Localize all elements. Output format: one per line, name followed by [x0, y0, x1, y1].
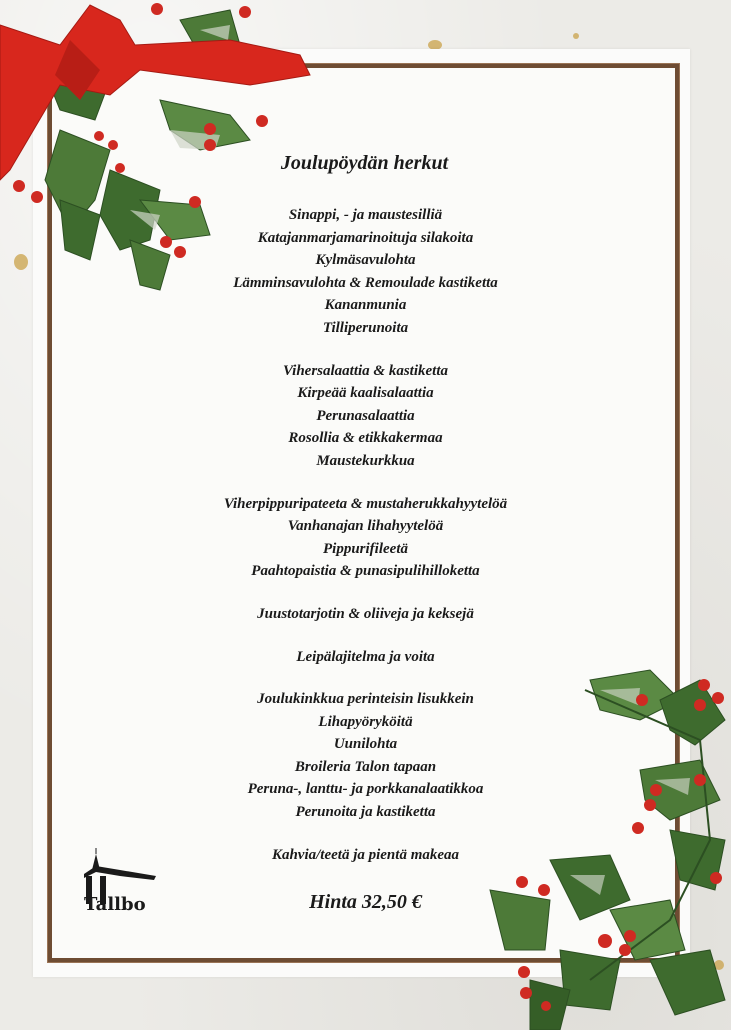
menu-item: Vihersalaattia & kastiketta: [282, 362, 449, 379]
menu-item: Vanhanajan lihahyytelöä: [287, 518, 444, 535]
menu-item: Katajanmarjamarinoituja silakoita: [257, 229, 474, 246]
menu-item: Perunoita ja kastiketta: [295, 804, 436, 821]
menu-section: [0, 493, 731, 583]
tallbo-building-logo: [80, 848, 158, 916]
menu-title: Joulupöydän herkut: [280, 152, 449, 174]
menu-item: Viherpippuripateeta & mustaherukkahyytelöä: [223, 495, 508, 512]
menu-item: Kirpeää kaalisalaattia: [297, 385, 434, 402]
menu-section: [0, 360, 731, 473]
menu-item: Lihapyöryköitä: [318, 713, 413, 730]
menu-item: Leipälajitelma ja voita: [296, 648, 435, 665]
menu-item: Sinappi, - ja maustesilliä: [288, 207, 443, 223]
menu-item: Rosollia & etikkakermaa: [288, 430, 443, 447]
menu-item: Juustotarjotin & oliiveja ja keksejä: [257, 605, 474, 622]
menu-item: Joulukinkkua perinteisin lisukkein: [257, 691, 474, 708]
menu-item: Lämminsavulohta & Remoulade kastiketta: [233, 274, 498, 291]
menu-item: Maustekurkkua: [316, 452, 415, 469]
logo-text: Tallbo: [84, 894, 146, 915]
menu-item: Tilliperunoita: [322, 319, 409, 336]
menu-section: [0, 603, 731, 626]
menu-item: Uunilohta: [333, 736, 398, 753]
menu-item: Kahvia/teetä ja pientä makeaa: [271, 846, 460, 863]
menu-item: Broileria Talon tapaan: [294, 758, 437, 775]
menu-section: [0, 204, 731, 340]
price: Hinta 32,50 €: [309, 891, 422, 914]
menu-item: Peruna-, lanttu- ja porkkanalaatikkoa: [247, 781, 484, 798]
holly-berries-icon: [470, 660, 731, 1030]
gold-speckle: [573, 33, 579, 39]
menu-item: Perunasalaattia: [316, 407, 415, 424]
menu-item: Kananmunia: [324, 297, 407, 314]
menu-item: Kylmäsavulohta: [315, 252, 416, 269]
menu-item: Paahtopaistia & punasipulihilloketta: [251, 563, 480, 580]
menu-item: Pippurifileetä: [323, 540, 408, 557]
